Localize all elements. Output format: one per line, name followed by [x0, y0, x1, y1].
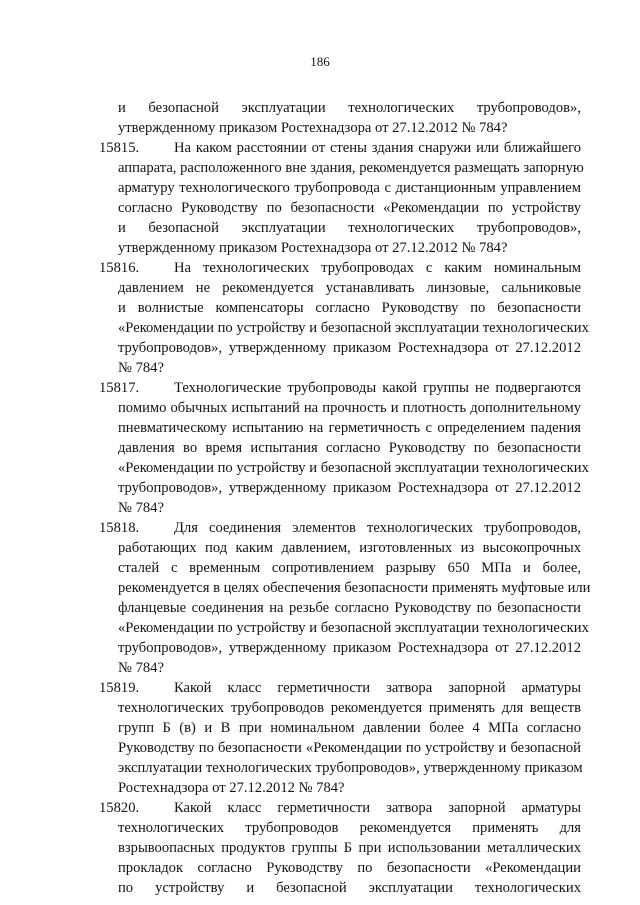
question-first-line	[99, 518, 581, 538]
question-line: по устройству и безопасной эксплуатации технологических	[118, 880, 581, 896]
question-number: 15818.	[99, 520, 140, 536]
question-line: аппарата, расположенного вне здания, рекомендуется размещать запорную	[118, 160, 584, 176]
question-line: взрывоопасных продуктов группы Б при использовании металлических	[118, 840, 581, 856]
question-line: фланцевые соединения на резьбе согласно Руководству по безопасности	[118, 600, 581, 616]
question-text: Для соединения элементов технологических трубопроводов,	[174, 520, 581, 536]
question-15820	[99, 798, 581, 898]
question-line: давлением не рекомендуется устанавливать линзовые, сальниковые	[118, 280, 581, 296]
question-line: Ростехнадзора от 27.12.2012 № 784?	[118, 780, 345, 796]
question-first-line	[99, 798, 581, 818]
question-line: трубопроводов», утвержденному приказом Ростехнадзора от 27.12.2012	[118, 640, 581, 656]
question-line: утвержденному приказом Ростехнадзора от 27.12.2012 № 784?	[118, 240, 508, 256]
question-first-line	[99, 678, 581, 698]
intro-line: и безопасной эксплуатации технологических трубопроводов»,	[118, 100, 581, 116]
question-line: эксплуатации технологических трубопроводов», утвержденному приказом	[118, 760, 583, 776]
question-first-line	[99, 138, 581, 158]
question-line: «Рекомендации по устройству и безопасной эксплуатации технологических	[118, 460, 589, 476]
question-text: Какой класс герметичности затвора запорной арматуры	[174, 680, 581, 696]
question-line: помимо обычных испытаний на прочность и плотность дополнительному	[118, 400, 581, 416]
question-text: Какой класс герметичности затвора запорной арматуры	[174, 800, 581, 816]
question-line: групп Б (в) и В при номинальном давлении более 4 МПа согласно	[118, 720, 581, 736]
question-first-line	[99, 258, 581, 278]
question-number: 15820.	[99, 800, 140, 816]
question-text: Технологические трубопроводы какой группы не подвергаются	[174, 380, 581, 396]
question-first-line	[99, 378, 581, 398]
question-line: арматуру технологического трубопровода с дистанционным управлением	[118, 180, 581, 196]
intro-continuation	[118, 98, 581, 138]
question-15816	[99, 258, 589, 378]
page-number: 186	[310, 54, 330, 69]
question-line: «Рекомендации по устройству и безопасной эксплуатации технологических	[118, 620, 589, 636]
question-line: рекомендуется в целях обеспечения безопасности применять муфтовые или	[118, 580, 591, 596]
question-line: технологических трубопроводов рекомендуется применять для	[118, 820, 581, 836]
question-line: пневматическому испытанию на герметичность с определением падения	[118, 420, 581, 436]
question-line: прокладок согласно Руководству по безопасности «Рекомендации	[118, 860, 581, 876]
question-line: согласно Руководству по безопасности «Рекомендации по устройству	[118, 200, 581, 216]
question-15818	[99, 518, 591, 678]
question-number: 15816.	[99, 260, 140, 276]
question-line: № 784?	[118, 360, 164, 376]
question-line: трубопроводов», утвержденному приказом Ростехнадзора от 27.12.2012	[118, 480, 581, 496]
question-15815	[99, 138, 584, 258]
question-line: работающих под каким давлением, изготовленных из высокопрочных	[118, 540, 581, 556]
question-number: 15817.	[99, 380, 140, 396]
question-line: сталей с временным сопротивлением разрыву 650 МПа и более,	[118, 560, 581, 576]
question-line: Руководству по безопасности «Рекомендации по устройству и безопасной	[118, 740, 581, 756]
question-number: 15819.	[99, 680, 140, 696]
question-line: «Рекомендации по устройству и безопасной эксплуатации технологических	[118, 320, 589, 336]
question-line: № 784?	[118, 500, 164, 516]
document-body	[99, 98, 591, 898]
question-15817	[99, 378, 589, 518]
question-line: и безопасной эксплуатации технологических трубопроводов»,	[118, 220, 581, 236]
question-text: На каком расстоянии от стены здания снаружи или ближайшего	[174, 140, 581, 156]
question-line: трубопроводов», утвержденному приказом Ростехнадзора от 27.12.2012	[118, 340, 581, 356]
question-line: давления во время испытания согласно Руководству по безопасности	[118, 440, 581, 456]
question-text: На технологических трубопроводах с каким номинальным	[174, 260, 581, 276]
question-15819	[99, 678, 583, 798]
question-line: № 784?	[118, 660, 164, 676]
question-number: 15815.	[99, 140, 140, 156]
intro-line: утвержденному приказом Ростехнадзора от 27.12.2012 № 784?	[118, 120, 508, 136]
question-line: и волнистые компенсаторы согласно Руководству по безопасности	[118, 300, 581, 316]
question-line: технологических трубопроводов рекомендуется применять для веществ	[118, 700, 581, 716]
